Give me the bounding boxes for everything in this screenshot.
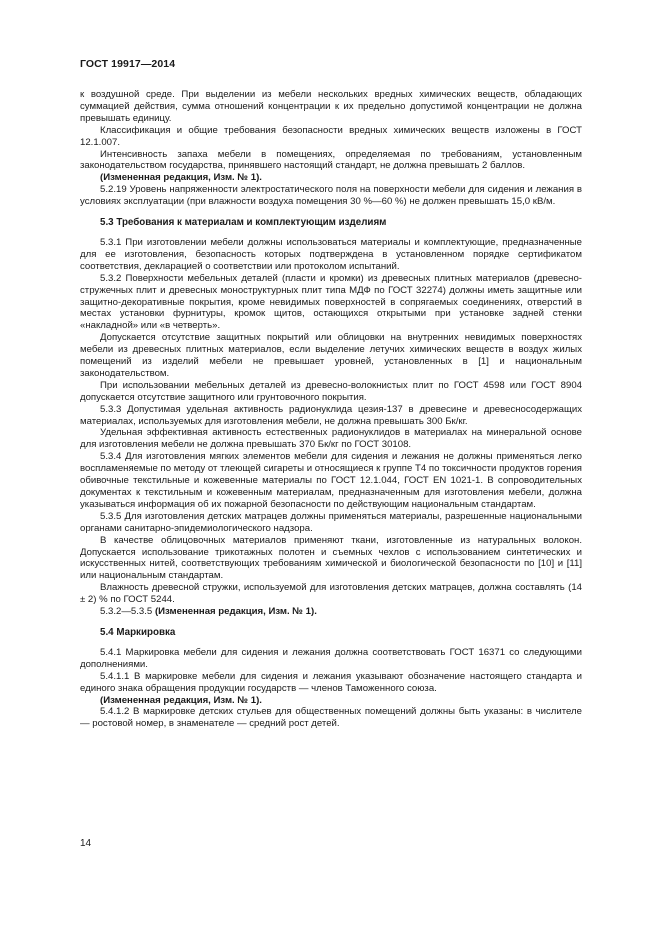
amendment-note: (Измененная редакция, Изм. № 1). xyxy=(100,172,262,184)
paragraph: Классификация и общие требования безопасности вредных химических веществ изложены в ГОСТ 12.1.007. xyxy=(80,124,582,148)
paragraph: к воздушной среде. При выделении из мебели нескольких вредных химических веществ, обладающих суммацией действия, сумма отношений концентрации к их предельно допустимой концентрации не должна превышать единицу. xyxy=(80,89,582,124)
paragraph: 5.4.1.1 В маркировке мебели для сидения и лежания указывают обозначение настоящего стандарта и единого знака обращения продукции государств — членов Таможенного союза. xyxy=(80,670,582,694)
amendment-range: 5.3.2—5.3.5 xyxy=(100,606,155,618)
amendment-label: (Измененная редакция, Изм. № 1). xyxy=(154,606,317,618)
paragraph: 5.3.1 При изготовлении мебели должны использоваться материалы и комплектующие, предназначенные для ее изготовления, безопасность которых подтверждена в установленном порядке сертификатом соответствия, декларацией о соответствии или протоколом испытаний. xyxy=(80,236,582,272)
section-heading: 5.4 Маркировка xyxy=(100,626,176,638)
paragraph: 5.3.5 Для изготовления детских матрацев должны применяться материалы, разрешенные национальными органами санитарно-эпидемиологического надзора. xyxy=(80,510,582,534)
document-body xyxy=(80,89,582,730)
page-number: 14 xyxy=(80,838,92,849)
paragraph: При использовании мебельных деталей из древесно-волокнистых плит по ГОСТ 4598 или ГОСТ 8904 допускается отсутствие защитного или грунтовочного покрытия. xyxy=(80,379,582,403)
amendment-note xyxy=(80,606,582,618)
paragraph: 5.3.4 Для изготовления мягких элементов мебели для сидения и лежания не должны применяться легко воспламеняемые по методу от тлеющей сигареты и относящиеся к группе Т4 по токсичности продуктов горения обивочные текстильные и кожевенные материалы по ГОСТ 12.1.044, ГОСТ EN 1021-1. В сопроводительных документах к текстильным и кожевенным материалам, предназначенным для изготовления мебели, должна указываться информация об их пожарной безопасности по действующим национальным стандартам. xyxy=(80,451,582,510)
paragraph: 5.4.1.2 В маркировке детских стульев для общественных помещений должны быть указаны: в числителе — ростовой номер, в знаменателе — средний рост детей. xyxy=(80,706,582,730)
paragraph: 5.3.2 Поверхности мебельных деталей (пласти и кромки) из древесных плитных материалов (древесно-стружечных плит и древесных моноструктурных плит типа МДФ по ГОСТ 32274) должны иметь защитные или защитно-декоративные покрытия, кроме невидимых поверхностей в сопрягаемых соединениях, отверстий в местах установки фурнитуры, кромок щитов, остающихся открытыми при установке задней стенки «накладной» или «в четверть». xyxy=(80,272,582,332)
paragraph: 5.2.19 Уровень напряженности электростатического поля на поверхности мебели для сидения и лежания в условиях эксплуатации (при влажности воздуха помещения 30 %—60 %) не должен превышать 15,0 кВ/м. xyxy=(80,184,582,208)
document-header: ГОСТ 19917—2014 xyxy=(80,58,176,70)
paragraph: Интенсивность запаха мебели в помещениях, определяемая по требованиям, установленным законодательством государства, принявшего настоящий стандарт, не должна превышать 2 баллов. xyxy=(80,148,582,172)
paragraph: Удельная эффективная активность естественных радионуклидов в материалах на минеральной основе для изготовления мебели не должна превышать 370 Бк/кг по ГОСТ 30108. xyxy=(80,427,582,451)
paragraph: В качестве облицовочных материалов применяют ткани, изготовленные из натуральных волокон. Допускается использование трикотажных полотен и съемных чехлов с использованием синтетических и искусственных нитей, соответствующих требованиям химической и биологической безопасности по [10] и [11] или национальным стандартам. xyxy=(80,534,582,582)
paragraph: Допускается отсутствие защитных покрытий или облицовки на внутренних невидимых поверхностях мебели из древесных плитных материалов, если выделение летучих химических веществ в воздух жилых помещений из изделий мебели не превышает уровней, установленных в [1] и национальным законодательством. xyxy=(80,332,582,379)
paragraph: Влажность древесной стружки, используемой для изготовления детских матрацев, должна составлять (14 ± 2) % по ГОСТ 5244. xyxy=(80,582,582,606)
paragraph: 5.3.3 Допустимая удельная активность радионуклида цезия-137 в древесине и древесносодержащих материалах, используемых для изготовления мебели, не должна превышать 300 Бк/кг. xyxy=(80,403,582,427)
section-heading: 5.3 Требования к материалам и комплектующим изделиям xyxy=(100,217,387,229)
amendment-note: (Измененная редакция, Изм. № 1). xyxy=(100,694,262,706)
paragraph: 5.4.1 Маркировка мебели для сидения и лежания должна соответствовать ГОСТ 16371 со следующими дополнениями. xyxy=(80,646,582,670)
